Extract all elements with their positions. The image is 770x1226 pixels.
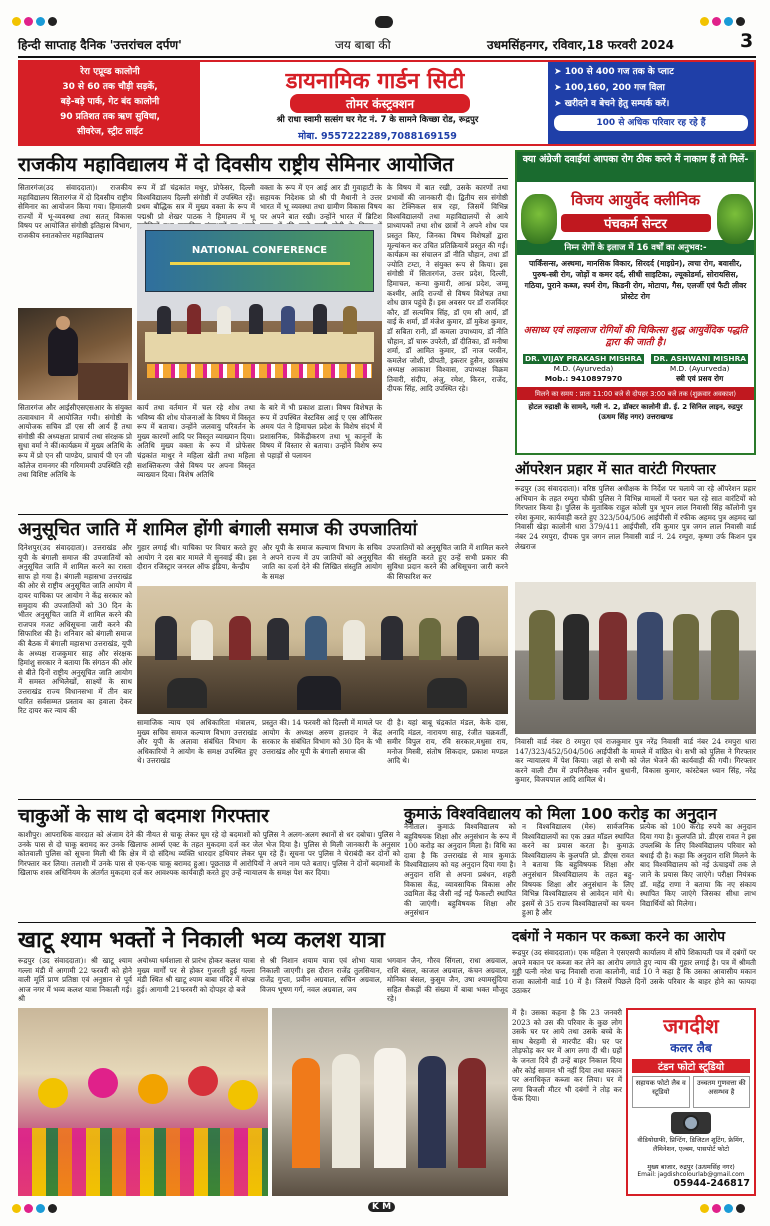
headline-dabang: दबंगों ने मकान पर कब्जा करने का आरोप — [512, 929, 726, 945]
headline-operation-prahar: ऑपरेशन प्रहार में सात वारंटी गिरफ्तार — [515, 462, 716, 478]
seminar-col-1b: सितारगंज और आईसीएसएसआर के संयुक्त तत्वावधान में आयोजित गयी। संगोष्ठी के आयोजक सचिव डॉ एस सी आर्य हैं तथा संगोष्ठी की अध्यक्षता प्राचार्य तथा संरक्षक प्रो सुधा वर्मा ने कीं।कार्यक्रम में मुख्य अतिथि के रूप में प्रो एन सी पाण्डेय, प्राचार्य पी एन जी कॉलेज रामनगर की गरिमामयी उपस्थिति रही तथा विशिष्ट अतिथि के — [18, 403, 132, 480]
headline-bengali-samaj: अनुसूचित जाति में शामिल होंगी बंगाली समाज की उपजातियां — [18, 519, 418, 540]
dabang-text-2: में है। उसका कहना है कि 23 जनवरी 2023 को उस की परिवार के कुछ लोग उसके घर पर आये तथा उसके बच्चे के साथ बेरहमी से मारपीट की। घर पर तोड़फोड़ कर घर में आग लगा दी थी। ग्रहों के जनता दिये ही उन्हें बाहर निकाल दिया और कोई सामान भी नहीं दिया तथा मकान पर अनाधिकृत कब्जा कर लिया। घर में लगा बिजली मीटर भी दबंगों ने तोड़ कर फेंक दिया। — [512, 1008, 622, 1104]
ayurved-band: निम्न रोगों के इलाज में 16 वर्षों का अनुभव:- — [517, 240, 754, 255]
ayurved-subtitle: पंचकर्म सेन्टर — [561, 214, 711, 232]
ad-right-line-text: खरीदने व बेचने हेतु सम्पर्क करें। — [564, 99, 670, 109]
ad-right-line-text: 100,160, 200 गज विला — [564, 83, 665, 93]
khatu-col-4: भगवान जैन, गौरव सिंगला, राधा अग्रवाल, राशि बंसल, काजल अग्रवाल, कंचन अग्रवाल, मोनिका बंसल, कुसुम जैन, उषा श्यामसुंदिया सहित सैकड़ों की संख्या में बाबा भक्त मौजूद रहे। — [387, 956, 508, 1004]
ad-dynamic-garden-city — [18, 60, 756, 146]
doctor-1-degree: M.D. (Ayurveda) — [553, 364, 614, 373]
section-rule — [18, 922, 756, 923]
ad-address: श्री राधा स्वामी सत्संग घर गेट नं. 7 के सामने किच्छा रोड, रूद्रपुर — [276, 115, 479, 125]
ad-right-panel — [548, 62, 754, 144]
top-color-dots-left — [12, 17, 57, 26]
place-date: उधमसिंहनगर, रविवार,18 फरवरी 2024 — [487, 38, 675, 52]
section-rule — [18, 799, 756, 800]
jagdish-email: Email: jagdishcolourlab@gmail.com — [637, 1171, 745, 1178]
kumaon-col-2: न विश्वविद्यालय (मेरु) सार्वजनिक विश्वविद्यालयों का एक उन्नत मॉडल स्थापित करने का प्रयास करता है। कुमाऊं विश्वविद्यालय के कुलपति प्रो. डीएस रावत ने बताया कि बहुविषयक शिक्षा और अनुसंधान विश्वविद्यालय के तहत बहु-विषयक शिक्षा और अनुसंधान के लिए विभिन्न विश्वविद्यालय से आवेदन मांगे थे। इसमें से 35 राज्य विश्वविद्यालयों का चयन हुआ है और — [522, 822, 634, 918]
jagdish-services: वीडियोग्राफी, प्रिन्टिंग, डिजिटल शूटिंग, फ्रेमिंग, लैमिनेशन, एल्बम, पासपोर्ट फोटो — [637, 1136, 745, 1153]
bengali-meeting-photo — [137, 586, 508, 714]
ad-left-line: रेरा एप्रूव्ड कालोनी — [80, 67, 140, 77]
ayurved-diseases: पार्किंसन्स, अस्थमा, मानसिक विकार, सिरदर्द (माइग्रेन), त्वचा रोग, बवासीर, पुरुष-स्त्री रोग, जोड़ों व कमर दर्द, सीधी साइटिका, ल्यूकोडर्मा, सोरायसिस, गठिया, पुराने कब्ज, स्पर्म रोग, किडनी रोग, मोटापा, गैस, एलर्जी एवं फैटी लीवर प्रोस्टेट रोग — [524, 259, 747, 301]
ad-left-line: सीवरेज, स्ट्रीट लाईट — [77, 127, 143, 137]
jagdish-address: मुख्य बाजार, रुद्रपुर (ऊधमसिंह नगर) — [647, 1163, 735, 1171]
ayurved-title: विजय आयुर्वेद क्लीनिक — [571, 191, 700, 209]
seminar-col-2: रूप में डॉ चंद्रकांत मथुर, प्रोफेसर, दिल्ली विश्वविद्यालय दिल्ली संगोष्ठी में उपस्थित रहें। प्रथम बौद्धिक सत्र में मुख्य वक्ता के रूप में पद्मश्री प्रो शेखर पाठक ने हिमालय में भू — [137, 183, 255, 221]
ayurved-doctor-1 — [523, 354, 644, 384]
seminar-col-3b: के बारे में भी प्रकाश डाला। विषय विशेषज्ञ के रूप में उपस्थित वेस्टविस आई ए एस ऑफिसर अमय पंत ने हिमाचल प्रदेश के विशेष संदर्भ में प्रशासनिक, विकेंद्रीकरण तथा भू कानूनों के विषय में विस्तार से बताया। उन्होंने विशेष रूप से पहाड़ों से पलायन — [260, 403, 382, 460]
bengali-col-3b: प्रस्तुत की। 14 फरवरी को दिल्ली में मामले पर आयोग के अध्यक्ष अरुण हालदार ने केंद्र सरकार के संबंधित विभाग को 30 दिन के भी उत्तराखंड और यूपी के बंगाली समाज की — [262, 718, 382, 756]
khatu-col-3: से श्री निशान शयाम यात्रा एवं शोभा यात्रा निकाली जाएगी। इस दौरान राजेंद्र तुलसियान, राजेंद्र गुप्ता, प्रवीन अग्रवाल, सचिन अग्रवाल, विजय भूषण गर्ग, नवल अग्रवाल, जय — [260, 956, 382, 994]
doctor-2-name: DR. ASHWANI MISHRA — [653, 354, 746, 363]
ad-right-line-text: 100 से 400 गज तक के प्लाट — [564, 67, 674, 77]
jagdish-right-box: उच्चतम गुणवत्ता की असम्भव है — [693, 1076, 751, 1108]
bottom-color-dots-left — [12, 1204, 57, 1213]
jagdish-left-box: सहायक फोटो लैब व स्टूडियो — [632, 1076, 690, 1108]
doctor-2-degree: M.D. (Ayurveda) — [669, 364, 730, 373]
jagdish-phone: 05944-246817 — [673, 1178, 750, 1189]
ayurved-timing: मिलने का समय : प्रातः 11:00 बजे से दोपहर 3:00 बजे तक (शुक्रवार अवकाश) — [517, 387, 754, 400]
jagdish-title: जगदीश — [663, 1014, 719, 1038]
masthead-center-text: जय बाबा की — [335, 38, 391, 52]
headline-seminar: राजकीय महाविद्यालय में दो दिवसीय राष्ट्रीय सेमिनार आयोजित — [18, 153, 454, 176]
khatu-procession-photo-2 — [272, 1008, 508, 1196]
top-registration-mark — [375, 16, 393, 28]
ayurved-herb-image — [717, 194, 753, 244]
headline-kumaon-university: कुमाऊं विश्वविद्यालय को मिला 100 करोड़ का अनुदान — [404, 805, 717, 823]
ad-phone: मोबा. 9557222289,7088169159 — [298, 131, 457, 142]
masthead-rule — [18, 56, 756, 58]
bengali-col-1: दिनेशपुर(उद संवाददाता)। उत्तराखंड और यूपी के बंगाली समाज की उपजातियों को अनुसूचित जाति में शामिल करने का रास्ता साफ हो गया है। बंगाली महासभा उत्तराखंड की ओर से राष्ट्रीय अनुसूचित जाति आयोग में दायर याचिका पर आयोग ने केंद्र सरकार को समुदाय की उपजातियों को 30 दिन के भीतर अनुसूचित जाति में शामिल करने की राजपत्र गजट अधिसूचना जारी करने की सिफारिश की है। शनिवार को बंगाली समाज की बैठक में बंगाली महासभा उत्तराखंड, यूपी के अध्यक्ष राजकुमार साह और संरक्षक हिमांशु सरकार ने बताया कि संगठन की ओर से बीते दिनों राष्ट्रीय अनुसूचित जाति आयोग में समस्त अभिलेखों, साक्ष्यों के साथ उत्तराखंड राज्य विधानसभा में तीन बार पारित सर्वसम्मत प्रस्ताव का हवाला देकर रिट दायर कर न्याय की — [18, 543, 132, 716]
ad-right-badge: 100 से अधिक परिवार रह रहे हैं — [554, 115, 748, 131]
ad-right-line: ➤ 100,160, 200 गज विला — [554, 83, 665, 93]
ad-left-line: 30 से 60 तक चौड़ी सड़कें, — [62, 82, 158, 92]
bengali-col-4: उपजातियों को अनुसूचित जाति में शामिल करने की संस्तुति करते हुए उन्हें सभी प्रकार की सुविधा प्रदान करने की अधिसूचना जारी करने की सिफारिश कर — [387, 543, 508, 581]
paper-name: हिन्दी साप्ताह दैनिक 'उत्तरांचल दर्पण' — [18, 38, 182, 52]
ayurved-top-question: क्या अंग्रेजी दवाईयां आपका रोग ठीक करने में नाकाम हैं तो मिलें- — [517, 152, 754, 182]
khatu-col-1: रूद्रपुर (उद संवाददाता)। श्री खाटू श्याम गल्ला मंडी में आगामी 22 फरवरी को होने वाली मूर्ति प्राण प्रतिष्ठा एवं अनुष्ठान से पूर्व आज नगर में भव्य कलश यात्रा निकाली गई। श्री — [18, 956, 132, 1004]
bottom-color-dots-right — [700, 1204, 745, 1213]
headline-rule — [18, 178, 508, 179]
conference-banner — [145, 230, 374, 292]
headline-khatu-shyam: खाटू श्याम भक्तों ने निकाली भव्य कलश यात्रा — [18, 928, 386, 953]
section-rule — [18, 514, 508, 515]
bottom-registration-mark: K M — [368, 1202, 395, 1212]
kumaon-col-1: नैनीताल। कुमाऊं विश्वविद्यालय को बहुविषयक शिक्षा और अनुसंधान के रूप में 100 करोड़ का अनुदान मिला है। विधि का दावा है कि उत्तराखंड से मात्र कुमाऊं विश्वविद्यालय को यह अनुदान दिया गया है। अनुदान राशि से अपना प्रबंधन, शहरी विकास केंद्र, व्यावसायिक विकास और उद्यमिता केंद्र जैसी नई नई फैकल्टी स्थापित की जाएंगी। बहुविषयक शिक्षा और अनुसंधान — [404, 822, 516, 918]
ad-left-panel — [20, 62, 200, 144]
seminar-photo-conference — [137, 224, 382, 400]
jagdish-line: टंडन फोटो स्टूडियो — [632, 1059, 750, 1073]
ad-subtitle: तोमर कंस्ट्रक्शन — [290, 94, 470, 113]
ad-jagdish-colour-lab — [626, 1008, 756, 1196]
page-number: 3 — [740, 30, 754, 52]
jagdish-camera-icon — [671, 1112, 711, 1134]
operation-text: रूद्रपुर (उद संवाददाता)। वरिष्ठ पुलिस अधीक्षक के निर्देश पर चलाये जा रहे ऑपरेशन प्रहार अभियान के तहत रम्पुरा चौकी पुलिस ने विभिन्न मामलों में फरार चल रहे सात वारंटियों को गिरफ्तार किया है। पुलिस के मुताबिक राहुल कोली पुत्र भूपन लाल निवासी सिंह कॉलोनी पुत्र रमेश कुमार, कार्यवाही करते हुए 323/504/506 आईपीसी में रफीक अहमद पुत्र अहमद खां निवासी खेड़ा कालोनी धारा 379/411 आईपीसी, रवि कुमार पुत्र जगन लाल निवासी वार्ड नंबर 24 रमपुरा, दीपक पुत्र जगन लाल निवासी वार्ड नं. 24 रम्पुरा, कृष्णा उर्फ किशन पुत्र लेखराज — [515, 484, 756, 551]
conference-banner-text: NATIONAL CONFERENCE — [191, 245, 328, 256]
ayurved-address: होटल रुद्राक्षी के सामने, गली नं. 2, डॉक्टर कालोनी डी. ई. 2 सिनिल लाइन, रुद्रपुर (ऊधम सिंह नगर) उत्तराखण्ड — [528, 403, 743, 421]
bengali-col-4b: दी है। यहां बाबू चंद्रकांत मंडल, केके दास, अनादि मंडल, नारायण साह, रंजीत चक्रवर्ती, समीर विपुल राय, रवि सरकार,मधुसा राय, मनोज मिस्त्री, संतोष सिकदार, प्रकाश मण्डल आदि थे। — [387, 718, 508, 766]
ayurved-doctor-2 — [651, 354, 748, 384]
bengali-col-2b: सामाजिक न्याय एवं अधिकारिता मंत्रालय, मुख्य सचिव समाज कल्याण विभाग उत्तराखंड और यूपी के अलावा संबंधित विभाग के अधिकारियों ने आयोग के समक्ष उपस्थित हुए थे। उत्तराखंड — [137, 718, 257, 766]
jagdish-subtitle: कलर लैब — [670, 1041, 712, 1055]
ad-right-line: ➤ 100 से 400 गज तक के प्लाट — [554, 67, 674, 77]
operation-text-2: निवासी वार्ड नंबर 8 रमपुरा एवं राजकुमार पुत्र नरेंद्र निवासी वार्ड नंबर 24 रमपुरा धारा 147/323/452/504/506 आईपीसी के मामले में वांछित थे। सभी को पुलिस ने गिरफ्तार कर न्यायालय में पेश किया। जहां से सभी को जेल भेजने की कार्यवाही की गयी। गिरफ्तार करने वाली टीम में उपनिरीक्षक नवीन बुधानी, विकास कुमार, कांस्टेबल ध्यान सिंह, नरेंद्र कुमार, विजयपाल आदि शामिल थे। — [515, 737, 756, 785]
seminar-photo-small — [18, 308, 132, 400]
kumaon-col-3: प्रत्येक को 100 करोड़ रुपये का अनुदान दिया गया है। कुलपति प्रो. डीएस रावत ने इस उपलब्धि के लिए विश्वविद्यालय परिवार को बधाई दी है। कहा कि अनुदान राशि मिलने के बाद विश्वविद्यालय को नई ऊंचाइयों तक ले जाने के प्रयास किए जाएंगे। परीक्षा नियंत्रक डॉ. महेंद्र राणा ने बताया कि नए संकाय स्थापित किए जाएंगे जिसका सीधा लाभ विद्यार्थियों को मिलेगा। — [640, 822, 756, 908]
bengali-col-3: और यूपी के समाज कल्याण विभाग के सचिव ने अपने राज्य में उप जातियों को अनुसूचित जाति का दर्जा देने की लिखित संस्तुति आयोग के समक्ष — [262, 543, 382, 581]
bengali-col-2: गुहार लगाई थी। याचिका पर विचार करते हुए आयोग ने दस बार मामले में सुनवाई की। इस दौरान रजिस्ट्रार जनरल ऑफ इंडिया, केन्द्रीय — [137, 543, 257, 572]
dabang-text: रूद्रपुर (उद संवाददाता)। एक महिला ने एसएसपी कार्यालय में सौंपे शिकायती पत्र में दबंगों पर अपने मकान पर कब्जा कर लेने का आरोप लगाते हुए न्याय की गुहार लगाई है। पत्र में श्रीमती गुड्डी पत्नी नरेश चन्द्र निवासी राजा कालोनी, वार्ड 10 ने कहा है कि उसका आवासीय मकान राजा कालोनी वार्ड 10 में है। जिसमें पिछले दिनों उसके परिवार के बाहर होने का फायदा उठाकर — [512, 948, 756, 996]
headline-rule — [515, 480, 756, 481]
khatu-col-2: अयोध्या धर्मशाला से प्रारंभ होकर कलश यात्रा मुख्य मार्गों पर से होकर गुजरती हुई गल्ला मंडी स्थित श्री खाटू श्याम बाबा मंदिर में संपन्न हुई। आगामी 21फरवरी को दोपहर दो बजे — [137, 956, 255, 994]
seminar-col-3: वक्ता के रूप में एन आई आर डी गुवाहाटी के सहायक निदेशक प्रो श्री पी मैथानी ने उत्तर भारत में भू व्यवस्था तथा ग्रामीण विकास विषय पर अपने बात रखी। उन्होंने भारत में ब्रिटिश — [260, 183, 382, 221]
ad-title: डायनामिक गार्डन सिटी — [285, 69, 465, 94]
chaku-text: काशीपुर। आपराधिक वारदात को अंजाम देने की नीयत से चाकू लेकर घूम रहे दो बदमाशों को पुलिस ने अलग-अलग स्थानों से धर दबोचा। पुलिस ने उनके पास से दो चाकू बरामद कर उनके खिलाफ आर्म्स एक्ट के तहत मुकदमा दर्ज कर जेल भेज दिया है। पुलिस से मिली जानकारी के अनुसार कोतवाली पुलिस को सूचना मिली थी कि क्षेत्र में दो संदिग्ध व्यक्ति धारदार हथियार लेकर घूम रहे हैं। सूचना पर पुलिस ने घेराबंदी कर दोनों को गिरफ्तार कर लिया। तलाशी में उनके पास से एक-एक चाकू बरामद हुआ। पूछताछ में आरोपियों ने अपने नाम पते बताए। पुलिस ने दोनों बदमाशों के खिलाफ शस्त्र अधिनियम के अंतर्गत मुकदमा दर्ज कर आवश्यक कार्यवाही करते हुए उन्हें न्यायालय के समक्ष पेश कर दिया। — [18, 830, 400, 878]
ad-vijay-ayurved — [515, 150, 756, 455]
doctor-2-note: स्त्री एवं प्रसव रोग — [676, 374, 724, 383]
ad-right-line: ➤ खरीदने व बेचने हेतु सम्पर्क करें। — [554, 99, 670, 109]
seminar-col-1: सितारगंज(उद संवाददाता)। राजकीय महाविद्यालय सितारगंज में दो दिवसीय राष्ट्रीय सेमिनार का आयोजन किया गया। हिमालयी राज्यों में भू-व्यवस्था तथा सतत् विकास विषय पर आयोजित संगोष्ठी इतिहास विभाग, राजकीय स्नातकोत्तर महाविद्यालय — [18, 183, 132, 240]
ayurved-herb-image — [521, 194, 557, 244]
ayurved-tagline: असाध्य एवं लाइलाज रोगियों की चिकित्सा शुद्ध आयुर्वेदिक पद्धति द्वारा की जाती है। — [523, 325, 748, 348]
ad-left-line: बड़े-बड़े पार्क, गेट बंद कालोनी — [60, 97, 160, 107]
doctor-1-phone: Mob.: 9410897970 — [544, 374, 623, 383]
khatu-procession-photo-1 — [18, 1008, 268, 1196]
ad-left-line: 90 प्रतिशत तक ऋण सुविधा, — [60, 112, 160, 122]
seminar-col-4: के विषय में बात रखी, उसके कारणों तथा प्रभावों की जानकारी दी। द्वितीय सत्र संगोष्ठी का टेक्निकल सत्र रहा, जिसमें विभिन्न विश्वविद्यालयों तथा महाविद्यालयों से आये प्राध्यापकों तथा शोध छात्रों ने अपने शोध पत्र प्रस्तुत किए, जिनका विषय विशेषज्ञों द्वारा मूल्यांकन कर उचित प्रतिक्रियायें प्रस्तुत की गईं। कार्यक्रम का संचालन डॉ नीति चौहान, तथा डॉ ज्योति टम्टा, ने संयुक्त रूप से किया। इस संगोष्ठी में सितारगंज, उत्तर प्रदेश, दिल्ली, हिमाचल, कन्या कुमारी, आन्ध्र प्रदेश, जम्मू कश्मीर, आदि राज्यों से विषय विशेषज्ञ तथा शोध छात्र पहुंचे हैं। इस अवसर पर डॉ राजविंदर कौर, डॉ सत्यमित्र सिंह, डॉ एम सी आर्य, डॉ वाई के शर्मा, डॉ मंजेश कुमार, डॉ मुकेश कुमार, डॉ सबिता रानी, डॉ कमला उपाध्याय, डॉ नीति चौहान, डॉ चारू उपरेती, डॉ दीतिका, डॉ मनीषा शर्मा, डॉ आमित कुमार, डॉ नाज परवीन, कमलेश जोशी, प्रीपती, इकरार हुसैन, छात्रसंघ अध्यक्ष आकाश विश्वास, उपाध्यक्ष विक्रम तिवारी, संदीप, अंजु, रमेश, किरन, राजेंद, दीपक सिंह, आदि उपस्थित रहे। — [387, 183, 508, 394]
seminar-col-2b: कार्य तथा वर्तमान में चल रहे शोध तथा भविष्य की शोध योजनाओं के विषय में विस्तृत रूप में बताया। उन्होंने जलवायु परिवर्तन के मुख्य कारणों आदि पर विस्तृत व्याख्यान दिया। अतिथि मुख्य वक्ता के रूप में प्रोफेसर चंद्रकांत माथुर ने महिला खेती तथा महिला सशक्तिकरण जैसे विषय पर अपना विस्तृत व्याख्यान दिया। विशेष अतिथि — [137, 403, 255, 480]
doctor-1-name: DR. VIJAY PRAKASH MISHRA — [525, 354, 642, 363]
operation-photo — [515, 582, 756, 734]
top-color-dots-right — [700, 17, 745, 26]
headline-chaku-badmash: चाकुओं के साथ दो बदमाश गिरफ्तार — [18, 805, 269, 827]
